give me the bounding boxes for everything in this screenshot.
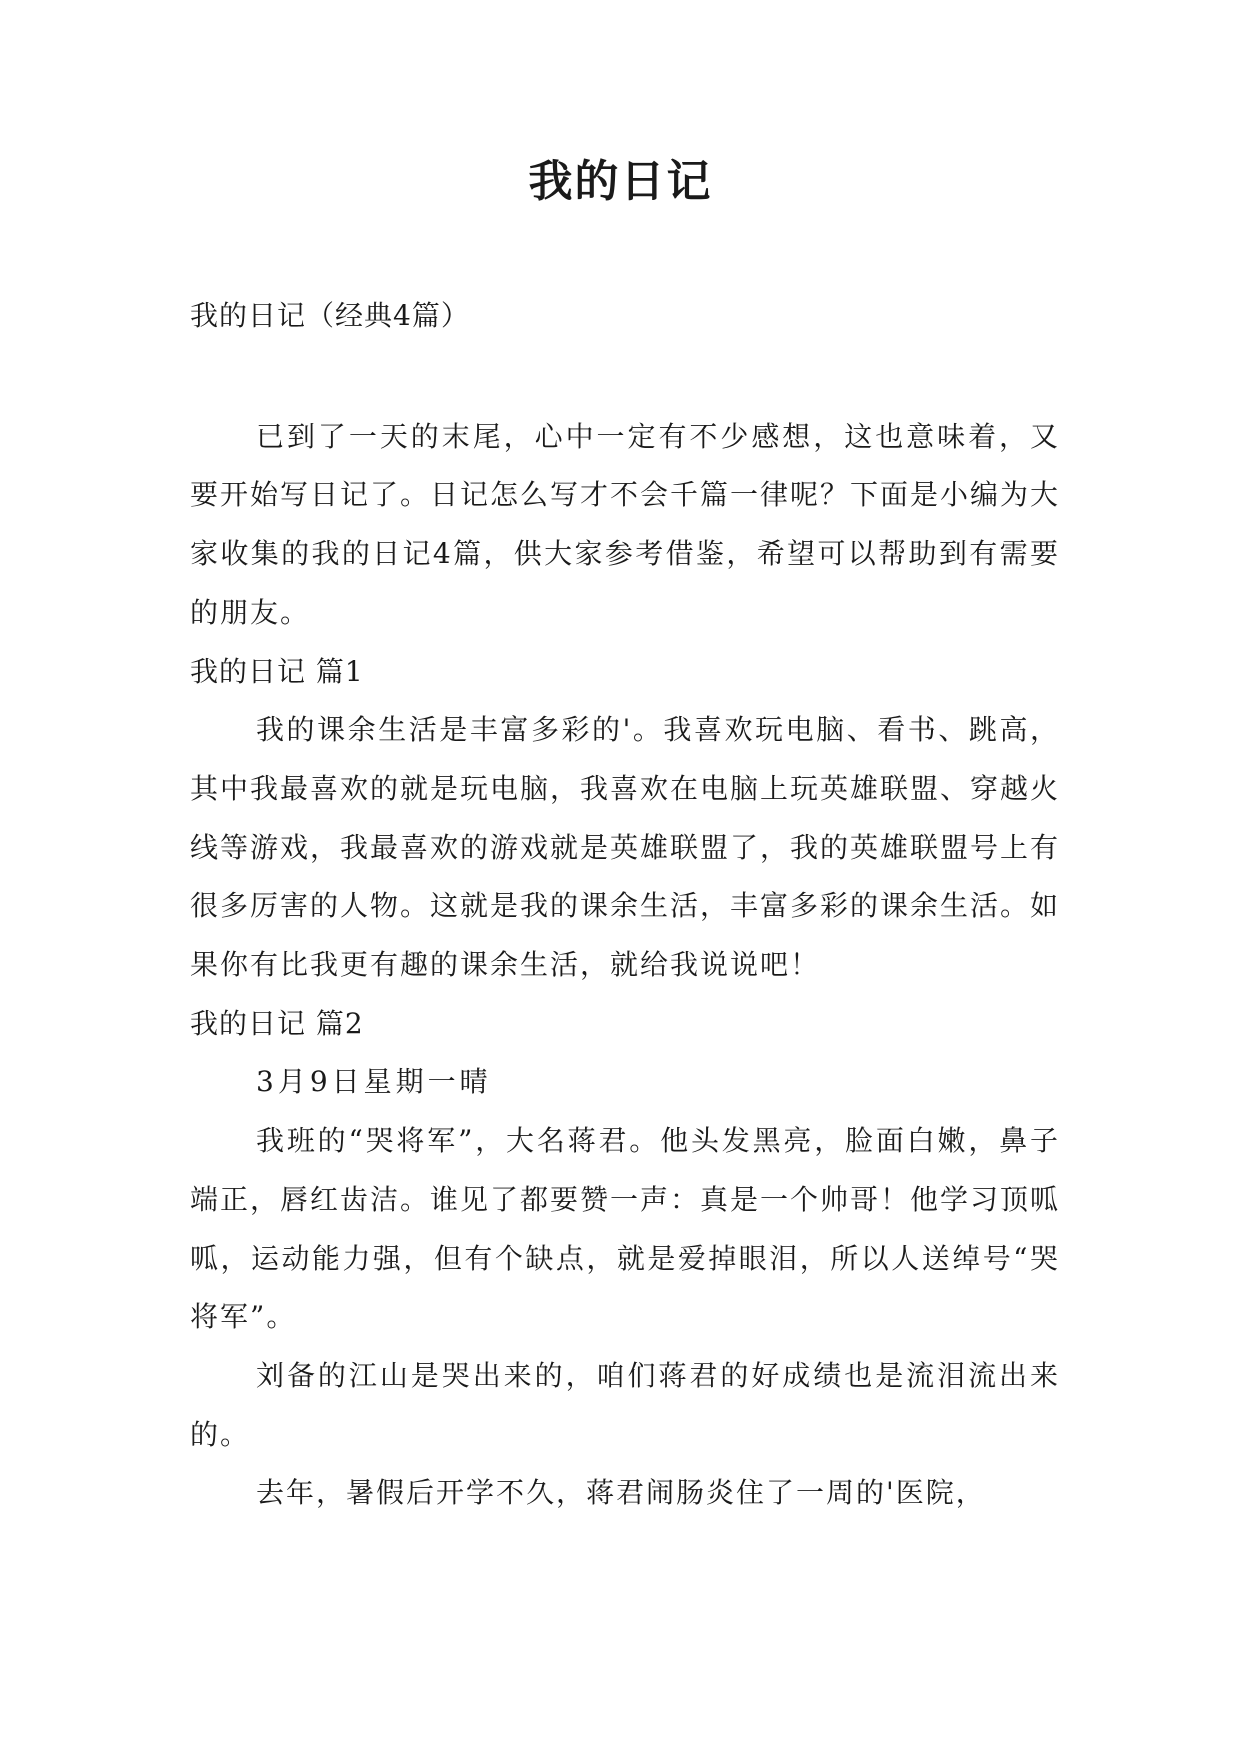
section-2-paragraph: 刘备的江山是哭出来的，咱们蒋君的好成绩也是流泪流出来的。: [190, 1358, 1060, 1451]
intro-paragraph: 已到了一天的末尾，心中一定有不少感想，这也意味着，又要开始写日记了。日记怎么写才不会千篇一律呢？下面是小编为大家收集的我的日记4篇，供大家参考借鉴，希望可以帮助到有需要的朋友。: [190, 419, 1061, 629]
section-2-paragraph: 我班的“哭将军”，大名蒋君。他头发黑亮，脸面白嫩，鼻子端正，唇红齿洁。谁见了都要赞一声：真是一个帅哥！他学习顶呱呱，运动能力强，但有个缺点，就是爱掉眼泪，所以人送绰号“哭将军”。: [190, 1124, 1061, 1334]
document-title: 我的日记: [528, 156, 713, 207]
document-body: [190, 287, 1060, 1523]
section-1-paragraph: 我的课余生活是丰富多彩的'。我喜欢玩电脑、看书、跳高，其中我最喜欢的就是玩电脑，我喜欢在电脑上玩英雄联盟、穿越火线等游戏，我最喜欢的游戏就是英雄联盟了，我的英雄联盟号上有很多厉害的人物。这就是我的课余生活，丰富多彩的课余生活。如果你有比我更有趣的课余生活，就给我说说吧！: [190, 713, 1061, 982]
document-subtitle: 我的日记（经典4篇）: [190, 299, 470, 332]
section-2-paragraph: 去年，暑假后开学不久，蒋君闹肠炎住了一周的'医院，: [256, 1476, 986, 1510]
diary-date: 3月9日星期一晴: [256, 1065, 492, 1099]
section-heading-2: 我的日记 篇2: [190, 1006, 364, 1040]
spacer: [190, 346, 1060, 408]
section-heading-1: 我的日记 篇1: [190, 654, 364, 688]
